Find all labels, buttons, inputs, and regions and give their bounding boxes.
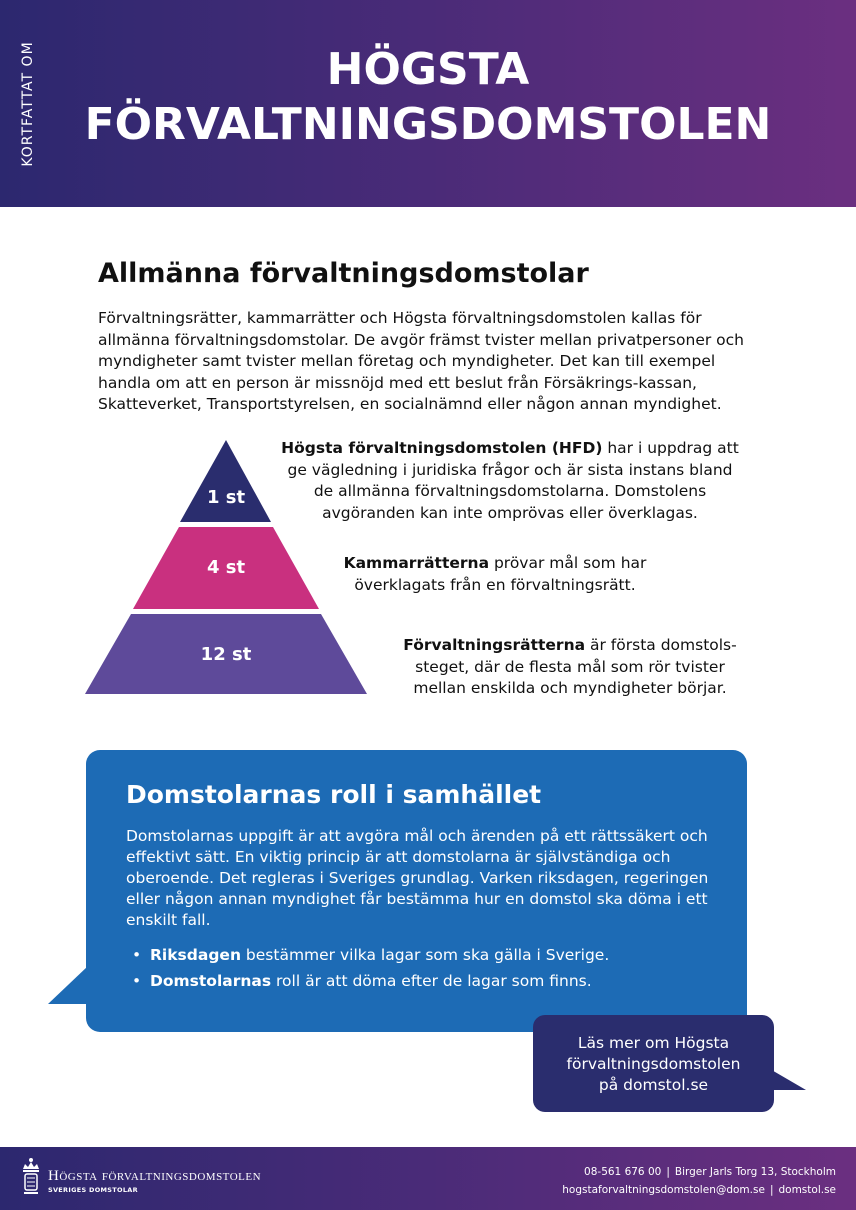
phone-number[interactable]: 08-561 676 00 [584,1166,662,1178]
hfd-name: Högsta förvaltningsdomstolen (HFD) [281,439,603,457]
page-header [0,0,856,207]
crown-emblem-icon [20,1156,42,1198]
address: Birger Jarls Torg 13, Stockholm [674,1166,836,1178]
read-more-bubble[interactable] [533,1015,774,1112]
list-item: • Domstolarnas roll är att döma efter de lagar som finns. [126,968,609,994]
forvaltningsratt-description: Förvaltningsrätterna är första domstols- steget, där de flesta mål som rör tvister mellan enskilda och myndigheter börjar. [403,636,737,697]
email-link[interactable]: hogstaforvaltningsdomstolen@dom.se [562,1184,765,1196]
pyramid-bottom-count: 12 st [200,644,252,665]
role-bubble [86,750,747,1032]
hfd-description: Högsta förvaltningsdomstolen (HFD) har i uppdrag att ge vägledning i juridiska frågor och är sista instans bland de allmänna förvaltningsdomstolarna. Domstolens avgöranden kan inte omprövas eller överklagas. [281,439,739,522]
title-line-2: FÖRVALTNINGSDOMSTOLEN [84,99,772,150]
role-text: Domstolarnas uppgift är att avgöra mål och ärenden på ett rättssäkert och effektivt sätt. En viktig princip är att domstolarna är självständiga och oberoende. Det regleras i Sveriges grundlag. Varken riksdagen, regeringen eller någon annan myndighet får bestämma hur en domstol ska döma i ett enskilt fall. [126,827,709,929]
list-item: • Riksdagen bestämmer vilka lagar som ska gälla i Sverige. [126,942,609,968]
kammarratt-description: Kammarrätterna prövar mål som har överklagats från en förvaltningsrätt. [343,554,647,594]
side-label: KORTFATTAT OM [20,41,36,167]
read-more-text[interactable]: Läs mer om Högsta förvaltningsdomstolen på domstol.se [566,1034,741,1094]
page-title [60,42,796,152]
pyramid-top-tier [180,440,271,522]
intro-paragraph: Förvaltningsrätter, kammarrätter och Högsta förvaltningsdomstolen kallas för allmänna förvaltningsdomstolar. De avgör främst tvister mellan privatpersoner och myndigheter samt tvister mellan företag och myndigheter. Det kan till exempel handla om att en person är missnöjd med ett beslut från Försäkrings-kassan, Skatteverket, Transportstyrelsen, en socialnämnd eller någon annan myndighet. [98,309,744,413]
role-title: Domstolarnas roll i samhället [126,780,542,809]
title-line-1: HÖGSTA [326,44,530,95]
logo-title: Högsta förvaltningsdomstolen [48,1168,262,1184]
page-footer [0,1147,856,1210]
section-title: Allmänna förvaltningsdomstolar [98,258,589,289]
pyramid-top-count: 1 st [206,487,246,508]
logo-subtitle: SVERIGES DOMSTOLAR [48,1186,138,1194]
website-link[interactable]: domstol.se [778,1184,836,1196]
kammarratt-name: Kammarrätterna [343,554,490,572]
pyramid-middle-count: 4 st [206,557,246,578]
contact-info: 08-561 676 00 | Birger Jarls Torg 13, Stockholm hogstaforvaltningsdomstolen@dom.se | domstol.se [562,1166,836,1196]
role-bullets [126,942,609,994]
forvaltningsratt-name: Förvaltningsrätterna [403,636,586,654]
